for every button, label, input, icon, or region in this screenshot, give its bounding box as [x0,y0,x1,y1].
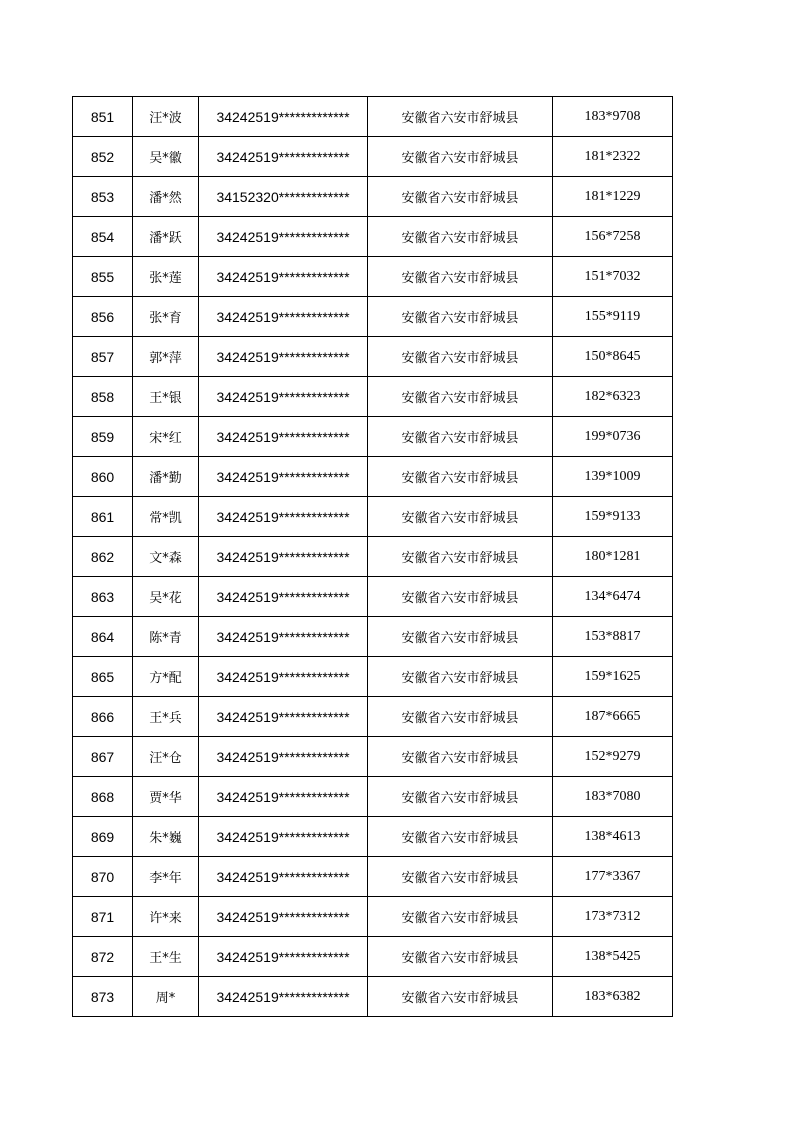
address-cell: 安徽省六安市舒城县 [368,857,553,897]
table-row [73,817,673,857]
phone-number-cell: 181*2322 [553,137,673,177]
person-name-cell: 吴*徽 [133,137,199,177]
row-number-cell: 870 [73,857,133,897]
phone-number-cell: 199*0736 [553,417,673,457]
id-number-cell: 34242519************* [199,577,368,617]
id-number-cell: 34242519************* [199,817,368,857]
row-number-cell: 851 [73,97,133,137]
person-name-cell: 汪*波 [133,97,199,137]
id-number-cell: 34242519************* [199,417,368,457]
phone-number-cell: 183*9708 [553,97,673,137]
table-row [73,217,673,257]
phone-number-cell: 187*6665 [553,697,673,737]
table-row [73,577,673,617]
phone-number-cell: 181*1229 [553,177,673,217]
row-number-cell: 871 [73,897,133,937]
table-row [73,137,673,177]
phone-number-cell: 152*9279 [553,737,673,777]
person-name-cell: 王*生 [133,937,199,977]
address-cell: 安徽省六安市舒城县 [368,97,553,137]
table-row [73,377,673,417]
records-body [73,97,673,1017]
row-number-cell: 861 [73,497,133,537]
table-row [73,537,673,577]
address-cell: 安徽省六安市舒城县 [368,297,553,337]
id-number-cell: 34242519************* [199,257,368,297]
row-number-cell: 866 [73,697,133,737]
table-row [73,457,673,497]
person-name-cell: 郭*萍 [133,337,199,377]
person-name-cell: 文*森 [133,537,199,577]
table-row [73,897,673,937]
row-number-cell: 855 [73,257,133,297]
id-number-cell: 34242519************* [199,657,368,697]
person-name-cell: 陈*青 [133,617,199,657]
id-number-cell: 34152320************* [199,177,368,217]
row-number-cell: 864 [73,617,133,657]
row-number-cell: 869 [73,817,133,857]
person-name-cell: 方*配 [133,657,199,697]
person-name-cell: 王*银 [133,377,199,417]
phone-number-cell: 138*4613 [553,817,673,857]
person-name-cell: 潘*勤 [133,457,199,497]
phone-number-cell: 182*6323 [553,377,673,417]
address-cell: 安徽省六安市舒城县 [368,697,553,737]
phone-number-cell: 159*1625 [553,657,673,697]
address-cell: 安徽省六安市舒城县 [368,577,553,617]
id-number-cell: 34242519************* [199,377,368,417]
phone-number-cell: 180*1281 [553,537,673,577]
row-number-cell: 863 [73,577,133,617]
phone-number-cell: 151*7032 [553,257,673,297]
row-number-cell: 867 [73,737,133,777]
address-cell: 安徽省六安市舒城县 [368,537,553,577]
row-number-cell: 860 [73,457,133,497]
id-number-cell: 34242519************* [199,777,368,817]
person-name-cell: 王*兵 [133,697,199,737]
table-row [73,337,673,377]
id-number-cell: 34242519************* [199,137,368,177]
phone-number-cell: 177*3367 [553,857,673,897]
id-number-cell: 34242519************* [199,857,368,897]
person-name-cell: 常*凯 [133,497,199,537]
table-row [73,777,673,817]
row-number-cell: 862 [73,537,133,577]
person-name-cell: 李*年 [133,857,199,897]
table-row [73,857,673,897]
address-cell: 安徽省六安市舒城县 [368,897,553,937]
person-name-cell: 吴*花 [133,577,199,617]
row-number-cell: 854 [73,217,133,257]
table-row [73,97,673,137]
id-number-cell: 34242519************* [199,897,368,937]
row-number-cell: 865 [73,657,133,697]
address-cell: 安徽省六安市舒城县 [368,177,553,217]
phone-number-cell: 173*7312 [553,897,673,937]
table-row [73,497,673,537]
person-name-cell: 潘*跃 [133,217,199,257]
address-cell: 安徽省六安市舒城县 [368,937,553,977]
phone-number-cell: 156*7258 [553,217,673,257]
phone-number-cell: 138*5425 [553,937,673,977]
id-number-cell: 34242519************* [199,937,368,977]
table-row [73,257,673,297]
address-cell: 安徽省六安市舒城县 [368,817,553,857]
row-number-cell: 872 [73,937,133,977]
table-row [73,297,673,337]
id-number-cell: 34242519************* [199,297,368,337]
address-cell: 安徽省六安市舒城县 [368,737,553,777]
id-number-cell: 34242519************* [199,337,368,377]
address-cell: 安徽省六安市舒城县 [368,657,553,697]
address-cell: 安徽省六安市舒城县 [368,257,553,297]
address-cell: 安徽省六安市舒城县 [368,137,553,177]
table-row [73,657,673,697]
person-name-cell: 潘*然 [133,177,199,217]
person-name-cell: 汪*仓 [133,737,199,777]
id-number-cell: 34242519************* [199,697,368,737]
table-row [73,737,673,777]
address-cell: 安徽省六安市舒城县 [368,617,553,657]
person-name-cell: 张*育 [133,297,199,337]
phone-number-cell: 159*9133 [553,497,673,537]
row-number-cell: 853 [73,177,133,217]
row-number-cell: 856 [73,297,133,337]
address-cell: 安徽省六安市舒城县 [368,977,553,1017]
phone-number-cell: 183*6382 [553,977,673,1017]
person-name-cell: 周* [133,977,199,1017]
row-number-cell: 873 [73,977,133,1017]
id-number-cell: 34242519************* [199,217,368,257]
table-row [73,617,673,657]
address-cell: 安徽省六安市舒城县 [368,217,553,257]
phone-number-cell: 153*8817 [553,617,673,657]
id-number-cell: 34242519************* [199,497,368,537]
phone-number-cell: 134*6474 [553,577,673,617]
id-number-cell: 34242519************* [199,977,368,1017]
id-number-cell: 34242519************* [199,537,368,577]
phone-number-cell: 139*1009 [553,457,673,497]
id-number-cell: 34242519************* [199,457,368,497]
row-number-cell: 857 [73,337,133,377]
address-cell: 安徽省六安市舒城县 [368,457,553,497]
address-cell: 安徽省六安市舒城县 [368,777,553,817]
table-row [73,417,673,457]
address-cell: 安徽省六安市舒城县 [368,377,553,417]
table-row [73,177,673,217]
person-name-cell: 贾*华 [133,777,199,817]
row-number-cell: 868 [73,777,133,817]
address-cell: 安徽省六安市舒城县 [368,337,553,377]
table-row [73,977,673,1017]
phone-number-cell: 150*8645 [553,337,673,377]
phone-number-cell: 155*9119 [553,297,673,337]
id-number-cell: 34242519************* [199,97,368,137]
address-cell: 安徽省六安市舒城县 [368,417,553,457]
table-row [73,697,673,737]
row-number-cell: 858 [73,377,133,417]
address-cell: 安徽省六安市舒城县 [368,497,553,537]
row-number-cell: 852 [73,137,133,177]
phone-number-cell: 183*7080 [553,777,673,817]
person-name-cell: 张*莲 [133,257,199,297]
table-row [73,937,673,977]
row-number-cell: 859 [73,417,133,457]
person-name-cell: 许*来 [133,897,199,937]
records-table [72,96,673,1017]
id-number-cell: 34242519************* [199,737,368,777]
person-name-cell: 宋*红 [133,417,199,457]
person-name-cell: 朱*巍 [133,817,199,857]
id-number-cell: 34242519************* [199,617,368,657]
